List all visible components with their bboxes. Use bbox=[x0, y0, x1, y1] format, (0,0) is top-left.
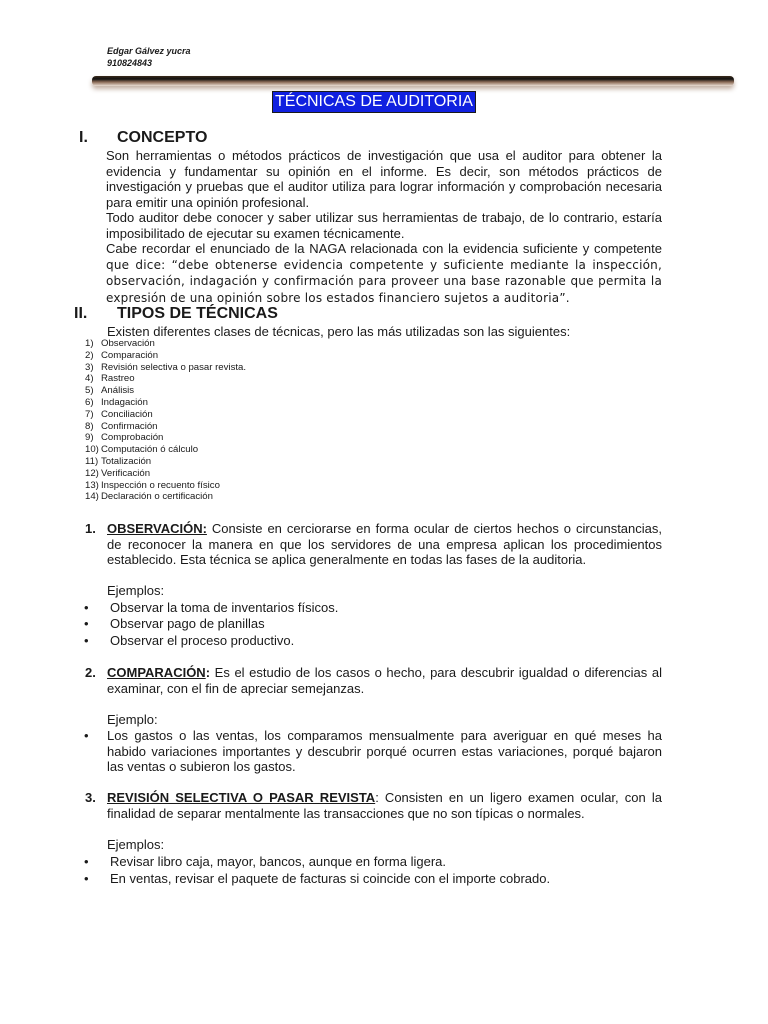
item-1-example-1: Observar la toma de inventarios físicos. bbox=[110, 600, 339, 615]
section2-intro: Existen diferentes clases de técnicas, pero las más utilizadas son las siguientes: bbox=[107, 324, 571, 339]
list-item: 9) Comprobación bbox=[85, 432, 164, 444]
header-rule bbox=[92, 76, 734, 86]
bullet-icon: • bbox=[84, 871, 89, 886]
section2-number: II. bbox=[74, 305, 88, 322]
item-1-example-2: Observar pago de planillas bbox=[110, 616, 265, 631]
list-item: 10) Computación ó cálculo bbox=[85, 444, 199, 456]
list-item: 1) Observación bbox=[85, 338, 155, 349]
item-3-examples-label: Ejemplos: bbox=[107, 837, 165, 852]
section1-number: I. bbox=[79, 129, 88, 146]
bullet-icon: • bbox=[84, 728, 89, 743]
bullet-icon: • bbox=[84, 616, 89, 631]
item-3-number: 3. bbox=[85, 790, 96, 805]
bullet-icon: • bbox=[84, 854, 89, 869]
naga-quote: que dice: “debe obtenerse evidencia competente y suficiente mediante la inspección, observación, indagación y confirmación para proveer una base razonable que permita la expresión de una opinión sobre los estados financiero sujetos a auditoria”. bbox=[106, 257, 662, 305]
list-item: 6) Indagación bbox=[85, 396, 148, 408]
author-id: 910824843 bbox=[107, 58, 153, 68]
techniques-list bbox=[85, 338, 385, 503]
list-item: 13) Inspección o recuento físico bbox=[85, 479, 220, 491]
item-3-title: REVISIÓN SELECTIVA O PASAR REVISTA bbox=[107, 790, 376, 805]
item-3-example-1: Revisar libro caja, mayor, bancos, aunque en forma ligera. bbox=[110, 854, 447, 869]
list-item: 14) Declaración o certificación bbox=[85, 491, 213, 503]
item-2-text: COMPARACIÓN: Es el estudio de los casos o hecho, para descubrir igualdad o diferencias al examinar, con el fin de apreciar semejanzas. bbox=[107, 665, 662, 696]
item-1-text: OBSERVACIÓN: Consiste en cerciorarse en forma ocular de ciertos hechos o circunstancias, de reconocer la manera en que los servidores de una empresa aplican los procedimientos establecido. Esta técnica se aplica generalmente en todas las fases de la auditoria. bbox=[107, 521, 662, 567]
item-2-example-1: Los gastos o las ventas, los comparamos mensualmente para averiguar en qué meses ha habido variaciones importantes y descubrir porqué ocurren estas variaciones, porqué bajaron las ventas o subieron los gastos. bbox=[107, 728, 662, 774]
item-1-example-3: Observar el proceso productivo. bbox=[110, 633, 295, 648]
bullet-icon: • bbox=[84, 600, 89, 615]
section1-paragraph-3-start: Cabe recordar el enunciado de la NAGA relacionada con la evidencia suficiente y competente bbox=[106, 241, 662, 256]
bullet-icon: • bbox=[84, 633, 89, 648]
list-item: 7) Conciliación bbox=[85, 408, 153, 420]
section1-title: CONCEPTO bbox=[117, 129, 208, 146]
item-3-example-2: En ventas, revisar el paquete de facturas si coincide con el importe cobrado. bbox=[110, 871, 551, 886]
list-item: 3) Revisión selectiva o pasar revista. bbox=[85, 361, 247, 373]
section1-paragraph-1: Son herramientas o métodos prácticos de investigación que usa el auditor para obtener la evidencia y fundamentar su opinión en el informe. Es decir, son métodos prácticos de investigación y pruebas que el auditor utiliza para lograr información y comprobación necesaria para emitir una opinión profesional. bbox=[106, 148, 662, 210]
author-block bbox=[107, 45, 191, 69]
list-item: 12) Verificación bbox=[85, 467, 151, 479]
list-item: 2) Comparación bbox=[85, 349, 159, 361]
item-3-text: REVISIÓN SELECTIVA O PASAR REVISTA: Consisten en un ligero examen ocular, con la finalidad de separar mentalmente las transacciones que no son típicas o normales. bbox=[107, 790, 662, 821]
list-item: 5) Análisis bbox=[85, 385, 135, 397]
document-title: TÉCNICAS DE AUDITORIA bbox=[275, 93, 473, 110]
list-item: 11) Totalización bbox=[85, 455, 152, 467]
item-2-title: COMPARACIÓN bbox=[107, 665, 206, 680]
section1-paragraph-2: Todo auditor debe conocer y saber utilizar sus herramientas de trabajo, de lo contrario, estaría imposibilitado de ejecutar su examen técnicamente. bbox=[106, 210, 662, 241]
item-1-examples-label: Ejemplos: bbox=[107, 583, 165, 598]
author-name: Edgar Gálvez yucra bbox=[107, 46, 191, 56]
item-1-title: OBSERVACIÓN: bbox=[107, 521, 207, 536]
section2-title: TIPOS DE TÉCNICAS bbox=[117, 305, 278, 322]
section1-paragraph-3 bbox=[106, 241, 662, 306]
item-2-number: 2. bbox=[85, 665, 96, 680]
item-1-number: 1. bbox=[85, 521, 96, 536]
list-item: 4) Rastreo bbox=[85, 373, 135, 385]
item-2-examples-label: Ejemplo: bbox=[107, 712, 158, 727]
list-item: 8) Confirmación bbox=[85, 420, 158, 432]
